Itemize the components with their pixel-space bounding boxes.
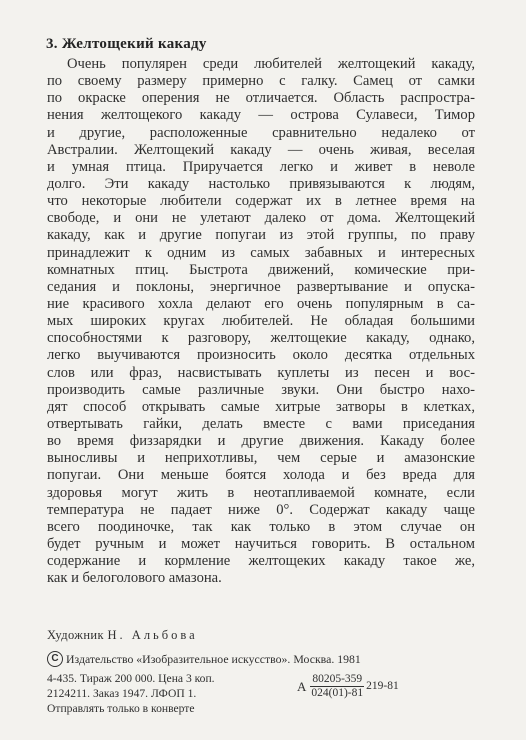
artist-name: Н. Альбова [107,628,198,642]
section-title: 3. Желтощекий какаду [46,36,207,52]
body-line: будет ручным и может научиться говорить. В остальном [47,535,475,552]
artist-credit [47,628,487,643]
code-numerator: 80205-359 [312,673,363,685]
body-line: всего поодиночке, так как только в этом случае он [47,518,475,535]
body-line: что некоторые любители содержат их в летнее время на [47,193,475,210]
body-line: свободе, и они не улетают далеко от дома. Желтощекий [47,210,475,227]
body-line: легко выучиваются произносить около десятка отдельных [47,347,475,364]
body-line: седания и поклоны, энергичное развертывание и опуска- [47,278,475,295]
body-line: отвертывать гайки, делать вместе с вами приседания [47,415,475,432]
body-line: Очень популярен среди любителей желтощекий какаду, [67,56,475,72]
mailing-note: Отправлять только в конверте [47,702,195,715]
body-line: и умная птица. Приручается легко и живет в неволе [47,158,475,175]
copyright-icon: С [47,651,63,667]
body-line: нения желтощекого какаду — острова Сулавеси, Тимор [47,107,475,124]
body-line: комнатных птиц. Быстрота движений, комические при- [47,261,475,278]
body-text [47,56,475,587]
body-line: как и белоголового амазона. [47,570,222,587]
body-line: производить самые различные звуки. Они быстро нахо- [47,381,475,398]
body-line: принадлежит к одним из самых забавных и интересных [47,244,475,261]
print-run-line: 4-435. Тираж 200 000. Цена 3 коп. [47,672,215,685]
body-line: во время физзарядки и другие движения. Какаду более [47,433,475,450]
body-line: здоровья могут жить в неотапливаемой комнате, если [47,484,475,501]
body-line: какаду, как и другие попугаи из этой группы, по праву [47,227,475,244]
body-line: и другие, расположенные сравнительно недалеко от [47,124,475,141]
print-details [47,671,487,716]
body-line: Австралии. Желтощекий какаду — очень живая, веселая [47,141,475,158]
artist-label: Художник [47,628,104,642]
body-line: выносливы и неприхотливы, чем серые и амазонские [47,450,475,467]
publisher-text: Издательство «Изобразительное искусство». Москва. 1981 [66,651,361,666]
body-line: по своему размеру примерно с галку. Самец от самки [47,73,475,90]
code-fraction [309,673,365,700]
body-line: дят способ открывать самые хитрые затворы в клетках, [47,398,475,415]
body-line: слов или фраз, насвистывать куплеты из песен и вос- [47,364,475,381]
body-line: содержание и кормление желтощеких какаду такое же, [47,553,475,570]
body-line: долго. Эти какаду настолько привязываются к людям, [47,175,475,192]
colophon [47,628,487,716]
body-line: ние красивого хохла делают его очень популярным в са- [47,295,475,312]
code-denominator: 024(01)-81 [311,687,364,699]
body-line: температура не падает ниже 0°. Содержат какаду чаще [47,501,475,518]
body-line: способностями к разговору, желтощекие какаду, однако, [47,330,475,347]
code-prefix: А [297,679,307,694]
code-suffix: 219-81 [366,680,399,692]
body-line: по окраске оперения не отличается. Область распростра- [47,90,475,107]
catalog-code [297,673,399,700]
body-line: мых широких кругах любителей. Не обладая большими [47,313,475,330]
body-line: попугаи. Они меньше боятся холода и без вреда для [47,467,475,484]
publisher-line [47,651,487,667]
order-line: 2124211. Заказ 1947. ЛФОП 1. [47,687,197,700]
